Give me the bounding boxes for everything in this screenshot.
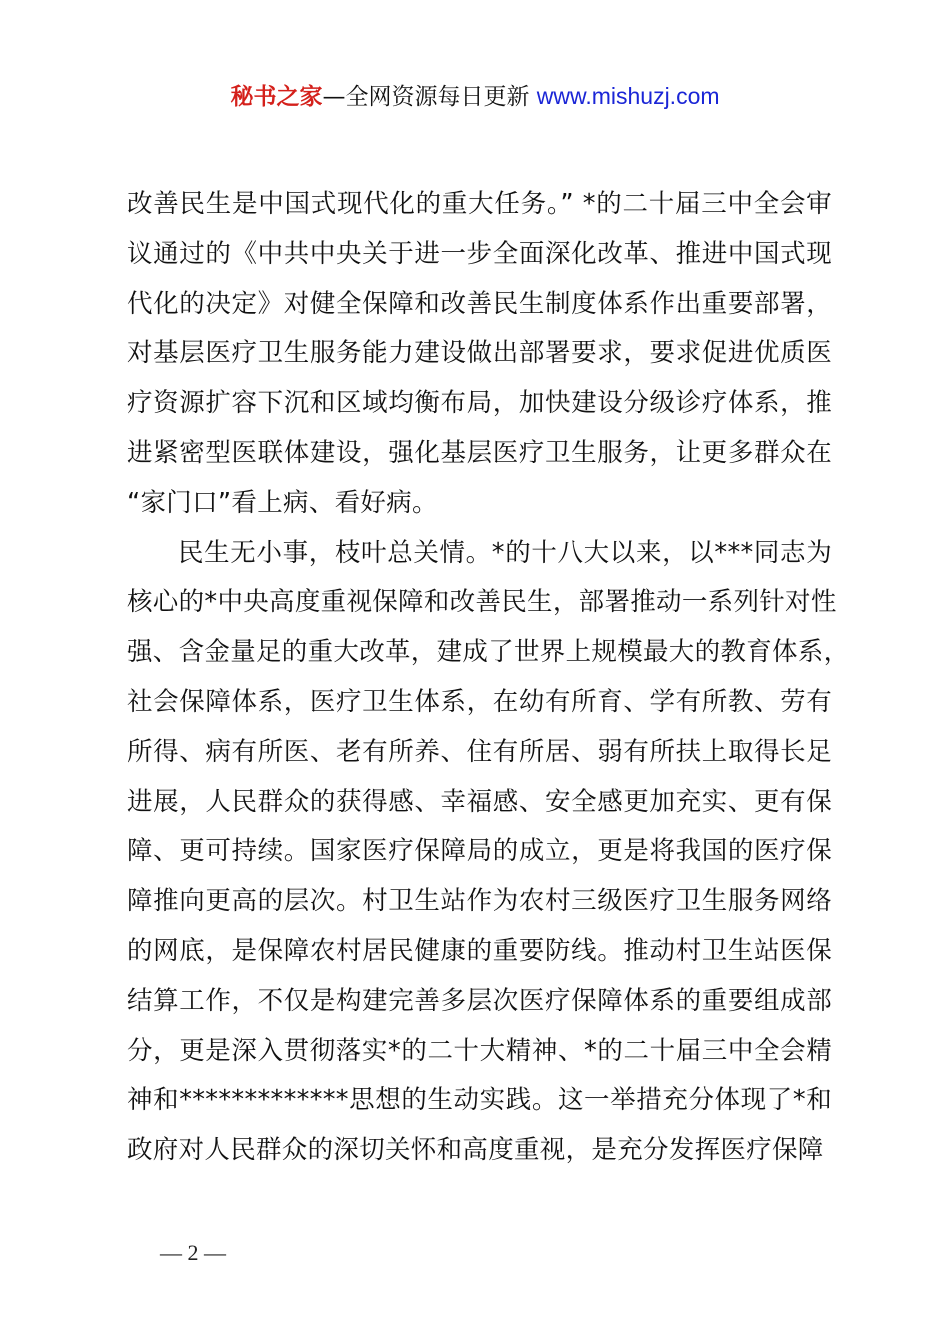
text-line: 对基层医疗卫生服务能力建设做出部署要求，要求促进优质医 <box>127 338 832 369</box>
text-line: 议通过的《中共中央关于进一步全面深化改革、推进中国式现 <box>127 238 832 269</box>
text-line: 民生无小事，枝叶总关情。*的十八大以来，以***同志为 <box>178 537 832 568</box>
text-line: 神和*************思想的生动实践。这一举措充分体现了*和 <box>127 1085 832 1116</box>
text-line: 进紧密型医联体建设，强化基层医疗卫生服务，让更多群众在 <box>127 437 832 468</box>
text-line: 所得、病有所医、老有所养、住有所居、弱有所扶上取得长足 <box>127 736 832 767</box>
text-line: 结算工作，不仅是构建完善多层次医疗保障体系的重要组成部 <box>127 985 832 1016</box>
text-line: 障、更可持续。国家医疗保障局的成立，更是将我国的医疗保 <box>127 836 832 867</box>
text-line: 政府对人民群众的深切关怀和高度重视，是充分发挥医疗保障 <box>127 1135 824 1166</box>
text-line: 核心的*中央高度重视保障和改善民生，部署推动一系列针对性 <box>127 587 837 618</box>
paragraph <box>127 529 850 1176</box>
site-url-link[interactable]: www.mishuzj.com <box>536 83 720 109</box>
site-slogan: —全网资源每日更新 <box>322 84 530 110</box>
text-line: 代化的决定》对健全保障和改善民生制度体系作出重要部署， <box>127 288 832 319</box>
text-line: 强、含金量足的重大改革，建成了世界上规模最大的教育体系， <box>127 637 850 668</box>
text-line: 疗资源扩容下沉和区域均衡布局，加快建设分级诊疗体系，推 <box>127 388 832 419</box>
text-line: 的网底，是保障农村居民健康的重要防线。推动村卫生站医保 <box>127 935 832 966</box>
page-number: — 2 — <box>160 1240 226 1265</box>
text-line: 障推向更高的层次。村卫生站作为农村三级医疗卫生服务网络 <box>127 886 832 917</box>
text-line: “家门口”看上病、看好病。 <box>127 487 438 518</box>
site-header <box>0 80 950 113</box>
text-line: 进展，人民群众的获得感、幸福感、安全感更加充实、更有保 <box>127 786 832 817</box>
text-line: 改善民生是中国式现代化的重大任务。” *的二十届三中全会审 <box>127 189 832 219</box>
document-body <box>127 180 850 1176</box>
site-brand: 秘书之家 <box>230 84 323 110</box>
paragraph <box>127 180 832 529</box>
text-line: 分，更是深入贯彻落实*的二十大精神、*的二十届三中全会精 <box>127 1035 832 1066</box>
text-line: 社会保障体系，医疗卫生体系，在幼有所育、学有所教、劳有 <box>127 686 832 717</box>
